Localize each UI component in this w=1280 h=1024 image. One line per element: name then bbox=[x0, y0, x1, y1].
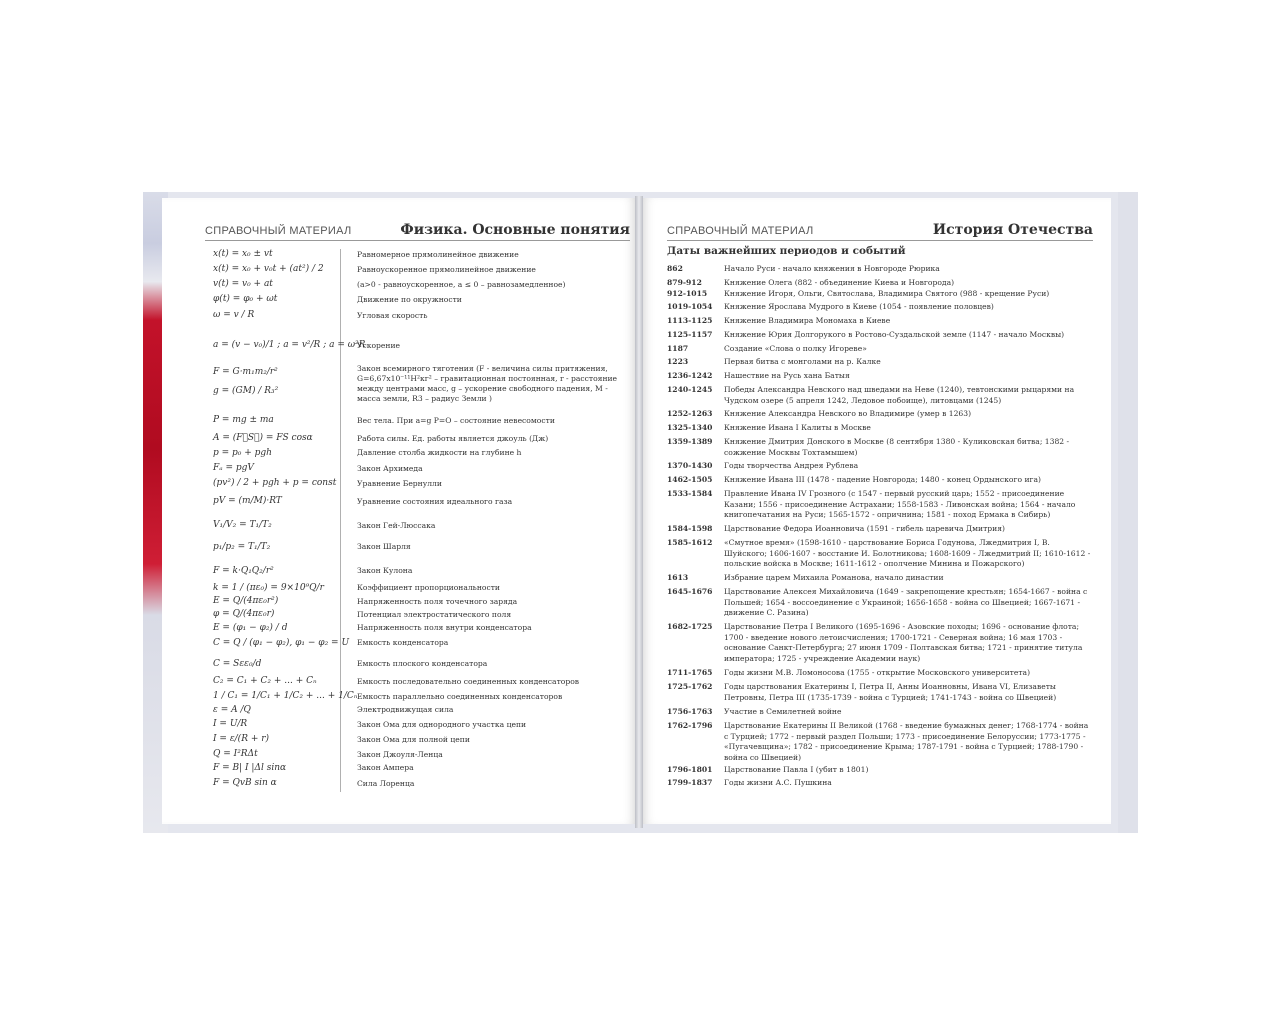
page-title: История Отечества bbox=[932, 222, 1093, 238]
formula: 1 / C₁ = 1/C₁ + 1/C₂ + ... + 1/Cₙ bbox=[213, 691, 358, 701]
event-row bbox=[667, 278, 1097, 289]
event-text: Княжение Ярослава Мудрого в Киеве (1054 - появление половцев) bbox=[724, 302, 994, 311]
event-year: 1756-1763 bbox=[667, 707, 713, 716]
event-year: 1682-1725 bbox=[667, 622, 713, 631]
formula: ω = v / R bbox=[213, 310, 255, 320]
formula-description: (a>0 - равноускоренное, a ≤ 0 – равнозамедленное) bbox=[357, 280, 566, 289]
event-text: Царствование Алексея Михайловича (1649 - закрепощение крестьян; 1654-1667 - война с Польшей; 1654 - воссоединение с Украиной; 1656-1658 - война со Швецией; 1667-1671 - движение С. Разина) bbox=[724, 587, 1088, 618]
event-year: 1236-1242 bbox=[667, 371, 713, 380]
event-row bbox=[667, 437, 1097, 458]
formula-description: Закон Ампера bbox=[357, 763, 414, 772]
ref-label: СПРАВОЧНЫЙ МАТЕРИАЛ bbox=[667, 225, 814, 237]
right-page-header bbox=[667, 222, 1093, 241]
formula: E = Q/(4πε₀r²) bbox=[213, 596, 279, 606]
formula-description: Сила Лоренца bbox=[357, 779, 415, 788]
formula-description: Напряженность поля точечного заряда bbox=[357, 597, 518, 606]
event-row bbox=[667, 357, 1097, 368]
event-row bbox=[667, 475, 1097, 486]
formula-description: Закон Шарля bbox=[357, 542, 411, 551]
formula-description: Закон Ома для полной цепи bbox=[357, 735, 470, 744]
formula: F = k·Q₁Q₂/r² bbox=[213, 566, 274, 576]
formula-description: Электродвижущая сила bbox=[357, 705, 454, 714]
formula: V₁/V₂ = T₁/T₂ bbox=[213, 520, 272, 530]
event-year: 1762-1796 bbox=[667, 721, 713, 730]
event-row bbox=[667, 385, 1097, 406]
formula: p = p₀ + pgh bbox=[213, 448, 272, 458]
event-year: 1584-1598 bbox=[667, 524, 713, 533]
event-text: Царствование Екатерины II Великой (1768 - введение бумажных денег; 1768-1774 - война с Турцией; 1772 - первый раздел Польши; 1773 - присоединение Белоруссии; 1773-1775 - «Пугачевщина»; 1782 - присоединение Крыма; 1787-1791 - война с Турцией; 1788-1790 - война со Швецией) bbox=[724, 721, 1089, 762]
formula-description: Уравнение Бернулли bbox=[357, 479, 442, 488]
event-text: Участие в Семилетней войне bbox=[724, 707, 842, 716]
event-text: Царствование Павла I (убит в 1801) bbox=[724, 765, 869, 774]
formula-description: Емкость параллельно соединенных конденсаторов bbox=[357, 692, 563, 701]
event-year: 912-1015 bbox=[667, 289, 708, 298]
section-subtitle: Даты важнейших периодов и событий bbox=[667, 245, 906, 257]
event-year: 1613 bbox=[667, 573, 689, 582]
event-text: Избрание царем Михаила Романова, начало династии bbox=[724, 573, 944, 582]
formula-description: Коэффициент пропорциональности bbox=[357, 583, 500, 592]
formula: C = Sεε₀/d bbox=[213, 659, 262, 669]
event-text: Царствование Петра I Великого (1695-1696 - Азовские походы; 1696 - основание флота; 1700 - введение нового летоисчисления; 1700-1721 - Северная война; 16 мая 1703 - основание Санкт-Петербурга; 27 июня 1709 - Полтавская битва; 1721 - принятие титула императора; 1725 - учреждение Академии наук) bbox=[724, 622, 1083, 663]
formula-description: Закон Джоуля-Ленца bbox=[357, 750, 443, 759]
event-text: Княжение Александра Невского во Владимире (умер в 1263) bbox=[724, 409, 972, 418]
event-text: Победы Александра Невского над шведами на Неве (1240), тевтонскими рыцарями на Чудском озере (5 апреля 1242, Ледовое побоище), литовцами (1245) bbox=[724, 385, 1075, 405]
event-row bbox=[667, 423, 1097, 434]
event-row bbox=[667, 682, 1097, 703]
formula-description: Емкость плоского конденсатора bbox=[357, 659, 488, 668]
event-year: 1325-1340 bbox=[667, 423, 713, 432]
formula: x(t) = x₀ + v₀t + (at²) / 2 bbox=[213, 264, 324, 274]
event-text: Годы жизни А.С. Пушкина bbox=[724, 778, 832, 787]
event-text: Княжение Ивана III (1478 - падение Новгорода; 1480 - конец Ордынского ига) bbox=[724, 475, 1041, 484]
formula-description: Равномерное прямолинейное движение bbox=[357, 250, 519, 259]
formula: v(t) = v₀ + at bbox=[213, 279, 273, 289]
event-text: Нашествие на Русь хана Батыя bbox=[724, 371, 850, 380]
event-text: Годы царствования Екатерины I, Петра II, Анны Иоанновны, Ивана VI, Елизаветы Петровны, Петра III (1735-1739 - война с Турцией; 1741-1743 - война со Швецией) bbox=[724, 682, 1057, 702]
book-spine bbox=[635, 196, 643, 828]
event-text: Княжение Дмитрия Донского в Москве (8 сентября 1380 - Куликовская битва; 1382 - сожжение Москвы Тохтамышем) bbox=[724, 437, 1070, 457]
formula: g = (GM) / R₃² bbox=[213, 386, 279, 396]
event-year: 1252-1263 bbox=[667, 409, 713, 418]
event-year: 1359-1389 bbox=[667, 437, 713, 446]
event-year: 1585-1612 bbox=[667, 538, 713, 547]
event-text: Начало Руси - начало княжения в Новгороде Рюрика bbox=[724, 264, 940, 273]
formula-description: Емкость последовательно соединенных конденсаторов bbox=[357, 677, 580, 686]
column-divider bbox=[340, 249, 341, 792]
event-year: 1113-1125 bbox=[667, 316, 713, 325]
formula-description: Потенциал электростатического поля bbox=[357, 610, 512, 619]
event-year: 1187 bbox=[667, 344, 689, 353]
formula-description: Емкость конденсатора bbox=[357, 638, 449, 647]
event-text: Княжение Владимира Мономаха в Киеве bbox=[724, 316, 891, 325]
event-year: 1533-1584 bbox=[667, 489, 713, 498]
event-text: Первая битва с монголами на р. Калке bbox=[724, 357, 881, 366]
event-row bbox=[667, 330, 1097, 341]
event-text: Годы творчества Андрея Рублева bbox=[724, 461, 859, 470]
event-year: 1462-1505 bbox=[667, 475, 713, 484]
formula: Fₐ = pgV bbox=[213, 463, 254, 473]
event-text: Правление Ивана IV Грозного (с 1547 - первый русский царь; 1552 - присоединение Казани; 1556 - присоединение Астрахани; 1558-1583 - Ливонская война; 1564 - начало книгопечатания на Руси; 1565-1572 - опричнина; 1581 - поход Ермака в Сибирь) bbox=[724, 489, 1076, 520]
event-row bbox=[667, 721, 1097, 763]
event-year: 1240-1245 bbox=[667, 385, 713, 394]
event-year: 1711-1765 bbox=[667, 668, 713, 677]
event-year: 1125-1157 bbox=[667, 330, 713, 339]
formula-description: Работа силы. Ед. работы является джоуль (Дж) bbox=[357, 434, 549, 443]
formula-description: Уравнение состояния идеального газа bbox=[357, 497, 513, 506]
event-year: 862 bbox=[667, 264, 683, 273]
event-year: 1645-1676 bbox=[667, 587, 713, 596]
page-title: Физика. Основные понятия bbox=[400, 222, 630, 238]
formula: φ(t) = φ₀ + ωt bbox=[213, 294, 278, 304]
event-row bbox=[667, 302, 1097, 313]
event-text: Создание «Слова о полку Игореве» bbox=[724, 344, 867, 353]
event-year: 1725-1762 bbox=[667, 682, 713, 691]
formula: E = (φ₁ − φ₂) / d bbox=[213, 623, 288, 633]
formula: Q = I²RΔt bbox=[213, 749, 258, 759]
formula-description: Закон Ома для однородного участка цепи bbox=[357, 720, 527, 729]
formula: I = ε/(R + r) bbox=[213, 734, 270, 744]
formula: k = 1 / (πε₀) = 9×10⁹Q/r bbox=[213, 583, 324, 593]
event-text: «Смутное время» (1598-1610 - царствование Бориса Годунова, Лжедмитрия I, В. Шуйского; 1606-1607 - восстание И. Болотникова; 1608-1609 - Лжедмитрий II; 1610-1612 - польские войска в Москве; 1611-1612 - ополчение Минина и Пожарского) bbox=[724, 538, 1091, 569]
event-year: 879-912 bbox=[667, 278, 702, 287]
formula-description: Равноускоренное прямолинейное движение bbox=[357, 265, 536, 274]
formula: p₁/p₂ = T₁/T₂ bbox=[213, 542, 271, 552]
event-row bbox=[667, 622, 1097, 664]
formula: pV = (m/M)·RT bbox=[213, 496, 282, 506]
event-row bbox=[667, 489, 1097, 521]
event-row bbox=[667, 538, 1097, 570]
event-year: 1019-1054 bbox=[667, 302, 713, 311]
event-row bbox=[667, 778, 1097, 789]
event-row bbox=[667, 707, 1097, 718]
event-text: Княжение Юрия Долгорукого в Ростово-Суздальской земле (1147 - начало Москвы) bbox=[724, 330, 1065, 339]
formula-description: Давление столба жидкости на глубине h bbox=[357, 448, 522, 457]
formula: ε = A /Q bbox=[213, 705, 251, 715]
formula: I = U/R bbox=[213, 719, 248, 729]
formula: P = mg ± ma bbox=[213, 415, 274, 425]
formula: φ = Q/(4πε₀r) bbox=[213, 609, 275, 619]
event-row bbox=[667, 461, 1097, 472]
event-row bbox=[667, 668, 1097, 679]
formula: x(t) = x₀ ± vt bbox=[213, 249, 273, 259]
event-year: 1796-1801 bbox=[667, 765, 713, 774]
event-row bbox=[667, 409, 1097, 420]
event-year: 1370-1430 bbox=[667, 461, 713, 470]
formula-description: Вес тела. При a=g P=O – состояние невесомости bbox=[357, 416, 555, 425]
ref-label: СПРАВОЧНЫЙ МАТЕРИАЛ bbox=[205, 225, 352, 237]
formula-description: Напряженность поля внутри конденсатора bbox=[357, 623, 532, 632]
formula-description: Ускорение bbox=[357, 341, 401, 350]
event-text: Княжение Олега (882 - объединение Киева и Новгорода) bbox=[724, 278, 955, 287]
event-row bbox=[667, 344, 1097, 355]
event-row bbox=[667, 264, 1097, 275]
event-row bbox=[667, 587, 1097, 619]
formula: F = B| I |Δl sinα bbox=[213, 763, 287, 773]
formula: F = G·m₁m₂/r² bbox=[213, 367, 278, 377]
left-page-header bbox=[205, 222, 630, 241]
event-row bbox=[667, 573, 1097, 584]
event-text: Княжение Игоря, Ольги, Святослава, Владимира Святого (988 - крещение Руси) bbox=[724, 289, 1050, 298]
formula-description: Закон всемирного тяготения (F - величина силы притяжения, G=6,67x10⁻¹¹Н²кг² – гравитационная постоянная, r - расстояние между центрами масс, g – ускорение свободного падения, M - масса земли, R3 – радиус Земли ) bbox=[357, 364, 618, 403]
event-row bbox=[667, 289, 1097, 300]
formula-description: Движение по окружности bbox=[357, 295, 462, 304]
formula-description: Угловая скорость bbox=[357, 311, 428, 320]
formula-description: Закон Кулона bbox=[357, 566, 413, 575]
event-text: Княжение Ивана I Калиты в Москве bbox=[724, 423, 871, 432]
event-row bbox=[667, 524, 1097, 535]
event-year: 1223 bbox=[667, 357, 689, 366]
formula-description: Закон Архимеда bbox=[357, 464, 423, 473]
event-row bbox=[667, 371, 1097, 382]
event-text: Царствование Федора Иоанновича (1591 - гибель царевича Дмитрия) bbox=[724, 524, 1005, 533]
event-text: Годы жизни М.В. Ломоносова (1755 - открытие Московского университета) bbox=[724, 668, 1031, 677]
left-page bbox=[162, 198, 635, 824]
event-row bbox=[667, 316, 1097, 327]
event-year: 1799-1837 bbox=[667, 778, 713, 787]
formula: C = Q / (φ₁ − φ₂), φ₁ − φ₂ = U bbox=[213, 638, 350, 648]
formula: F = QvB sin α bbox=[213, 778, 277, 788]
event-row bbox=[667, 765, 1097, 776]
formula: A = (F⃗S⃗) = FS cosα bbox=[213, 433, 313, 443]
formula-description: Закон Гей-Люссака bbox=[357, 521, 436, 530]
formula: C₂ = C₁ + C₂ + ... + Cₙ bbox=[213, 676, 317, 686]
formula: a = (v − v₀)/1 ; a = v²/R ; a = ω²R bbox=[213, 340, 366, 350]
cover-edge-right bbox=[1118, 192, 1138, 833]
formula: (pv²) / 2 + pgh + p = const bbox=[213, 478, 337, 488]
